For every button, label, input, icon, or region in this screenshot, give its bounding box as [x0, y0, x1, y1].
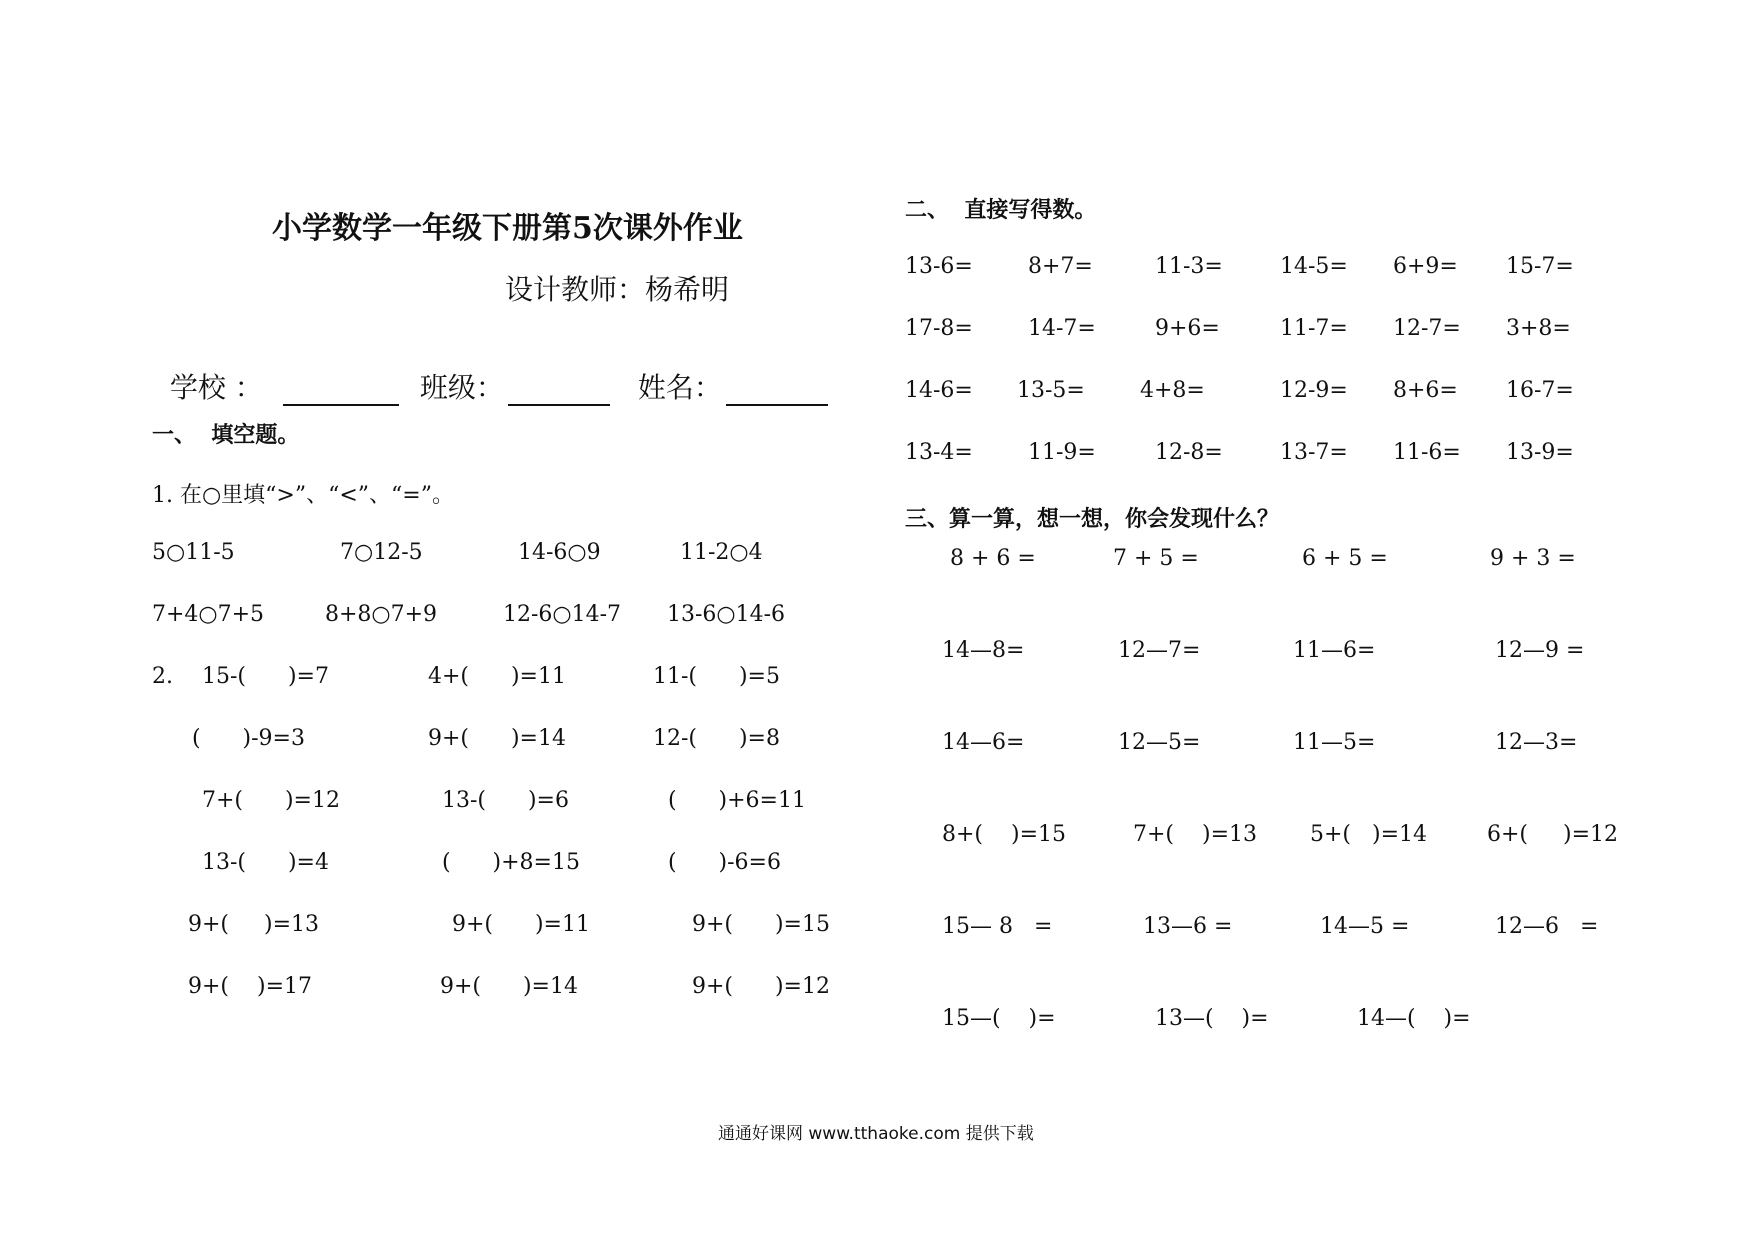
fill-item: 9+( )=14: [440, 974, 578, 999]
section1-heading: 一、 填空题。: [152, 422, 300, 448]
discover-item: 15—( )=: [942, 1006, 1056, 1031]
arith-item: 14-7=: [1028, 316, 1096, 341]
fill-item: 4+( )=11: [428, 664, 566, 689]
fill-item: 9+( )=12: [692, 974, 830, 999]
compare-item: 12-6○14-7: [503, 602, 622, 627]
discover-item: 14—8=: [942, 638, 1025, 663]
arith-item: 12-9=: [1280, 378, 1348, 403]
fill-item: 13-( )=6: [442, 788, 569, 813]
arith-item: 14-5=: [1280, 254, 1348, 279]
question-1: 1. 在○里填“>”、“<”、“=”。: [152, 483, 454, 508]
compare-item: 5○11-5: [152, 540, 235, 565]
fill-item: 9+( )=14: [428, 726, 566, 751]
fill-item: ( )-6=6: [668, 850, 781, 875]
fill-item: 9+( )=11: [452, 912, 590, 937]
arith-item: 6+9=: [1393, 254, 1458, 279]
section2-heading: 二、 直接写得数。: [905, 197, 1097, 223]
fill-item: 9+( )=15: [692, 912, 830, 937]
fill-item: ( )+8=15: [442, 850, 580, 875]
arith-item: 17-8=: [905, 316, 973, 341]
arith-item: 12-8=: [1155, 440, 1223, 465]
arith-item: 11-7=: [1280, 316, 1348, 341]
arith-item: 8+6=: [1393, 378, 1458, 403]
name-label: 姓名：: [637, 371, 722, 404]
question-2-label: 2.: [152, 664, 173, 689]
arith-item: 14-6=: [905, 378, 973, 403]
arith-item: 13-9=: [1506, 440, 1574, 465]
discover-item: 14—5 =: [1320, 914, 1410, 939]
fill-item: 9+( )=17: [188, 974, 312, 999]
class-field: [402, 333, 610, 406]
discover-item: 12—9 =: [1495, 638, 1585, 663]
fill-item: 9+( )=13: [188, 912, 319, 937]
arith-item: 15-7=: [1506, 254, 1574, 279]
discover-item: 8 + 6 =: [950, 546, 1036, 571]
arith-item: 11-9=: [1028, 440, 1096, 465]
discover-item: 13—( )=: [1155, 1006, 1269, 1031]
discover-item: 12—5=: [1118, 730, 1201, 755]
fill-item: 15-( )=7: [202, 664, 329, 689]
compare-item: 7+4○7+5: [152, 602, 265, 627]
discover-item: 8+( )=15: [942, 822, 1066, 847]
compare-item: 8+8○7+9: [325, 602, 438, 627]
fill-item: 12-( )=8: [653, 726, 780, 751]
arith-item: 12-7=: [1393, 316, 1461, 341]
discover-item: 9 + 3 =: [1490, 546, 1576, 571]
class-blank[interactable]: [508, 374, 610, 406]
fill-item: ( )-9=3: [192, 726, 305, 751]
discover-item: 6 + 5 =: [1302, 546, 1388, 571]
discover-item: 11—6=: [1293, 638, 1376, 663]
arith-item: 3+8=: [1506, 316, 1571, 341]
fill-item: 7+( )=12: [202, 788, 340, 813]
discover-item: 5+( )=14: [1310, 822, 1428, 847]
discover-item: 11—5=: [1293, 730, 1376, 755]
discover-item: 12—3=: [1495, 730, 1578, 755]
arith-item: 13-7=: [1280, 440, 1348, 465]
class-label: 班级：: [419, 371, 504, 404]
arith-item: 4+8=: [1140, 378, 1205, 403]
arith-item: 11-3=: [1155, 254, 1223, 279]
section3-heading: 三、算一算，想一想，你会发现什么？: [905, 506, 1280, 532]
arith-item: 8+7=: [1028, 254, 1093, 279]
arith-item: 13-5=: [1017, 378, 1085, 403]
compare-item: 13-6○14-6: [667, 602, 786, 627]
discover-item: 12—6 =: [1495, 914, 1599, 939]
arith-item: 13-4=: [905, 440, 973, 465]
footer-credit: 通通好课网 www.tthaoke.com 提供下载: [718, 1124, 1034, 1144]
fill-item: ( )+6=11: [668, 788, 806, 813]
arith-item: 9+6=: [1155, 316, 1220, 341]
fill-item: 13-( )=4: [202, 850, 329, 875]
compare-item: 11-2○4: [680, 540, 763, 565]
name-blank[interactable]: [726, 374, 828, 406]
school-label: 学校 ：: [169, 371, 263, 404]
arith-item: 16-7=: [1506, 378, 1574, 403]
discover-item: 6+( )=12: [1487, 822, 1618, 847]
discover-item: 14—( )=: [1357, 1006, 1471, 1031]
compare-item: 7○12-5: [340, 540, 423, 565]
discover-item: 13—6 =: [1143, 914, 1233, 939]
discover-item: 14—6=: [942, 730, 1025, 755]
school-field: [152, 333, 399, 406]
arith-item: 11-6=: [1393, 440, 1461, 465]
discover-item: 15— 8 =: [942, 914, 1053, 939]
discover-item: 12—7=: [1118, 638, 1201, 663]
compare-item: 14-6○9: [518, 540, 601, 565]
page-title: 小学数学一年级下册第5次课外作业: [272, 211, 743, 246]
teacher-line: 设计教师：杨希明: [505, 273, 730, 306]
school-blank[interactable]: [283, 374, 399, 406]
arith-item: 13-6=: [905, 254, 973, 279]
fill-item: 11-( )=5: [653, 664, 780, 689]
discover-item: 7+( )=13: [1133, 822, 1257, 847]
name-field: [620, 333, 828, 406]
discover-item: 7 + 5 =: [1113, 546, 1199, 571]
